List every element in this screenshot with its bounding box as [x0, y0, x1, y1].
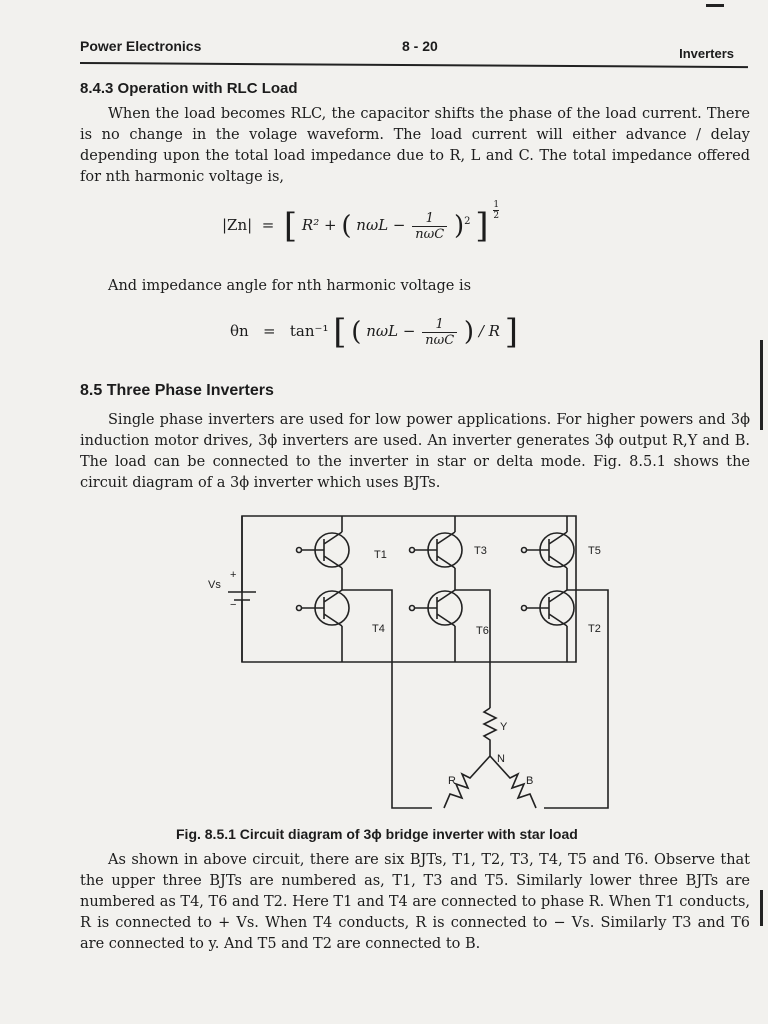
- label-y: Y: [500, 721, 508, 733]
- eq1-close-paren: ): [453, 211, 465, 241]
- label-t4: T4: [372, 623, 385, 635]
- angle-equation: [230, 312, 518, 352]
- inverter-circuit-diagram: [0, 506, 768, 836]
- figure-caption: Fig. 8.5.1 Circuit diagram of 3ϕ bridge inverter with star load: [176, 826, 578, 842]
- margin-edge-mark: [760, 340, 763, 430]
- eq1-open-bracket: [: [283, 206, 298, 246]
- three-phase-paragraph: [80, 410, 750, 494]
- phase-r-output: [342, 590, 432, 808]
- eq2-open-paren: (: [351, 317, 362, 347]
- header-chapter: Inverters: [679, 46, 734, 61]
- eq1-den: nωC: [415, 226, 445, 242]
- eq1-square: 2: [464, 216, 471, 227]
- label-b: B: [526, 775, 534, 787]
- label-minus: −: [230, 599, 237, 611]
- header-book-title: Power Electronics: [80, 38, 202, 54]
- bjt-group: [297, 532, 575, 626]
- eq1-lhs: |Zn|: [222, 216, 253, 234]
- closing-paragraph: [80, 850, 750, 955]
- eq1-num: 1: [412, 211, 447, 227]
- eq1-exponent: [493, 200, 499, 221]
- running-header: [80, 36, 748, 62]
- battery-symbol: [228, 516, 256, 662]
- rlc-paragraph-text: When the load becomes RLC, the capacitor shifts the phase of the load current. There is no change in the volage waveform. The load current will either advance / delay depending upon the total load impedance due to R, L and C. The total impedance offered for nth harmonic voltage is,: [80, 106, 750, 185]
- eq2-num: 1: [422, 317, 457, 333]
- section-heading-843: 8.4.3 Operation with RLC Load: [80, 80, 298, 97]
- eq1-r-squared: R² +: [301, 216, 337, 234]
- eq2-equals: =: [263, 322, 276, 340]
- header-page-number: 8 - 20: [402, 38, 438, 54]
- rlc-paragraph: [80, 104, 750, 188]
- angle-text: And impedance angle for nth harmonic voltage is: [108, 278, 472, 294]
- eq2-tail: / R: [478, 322, 500, 340]
- bjt-t1-symbol: [297, 532, 350, 568]
- eq2-lhs: θn: [230, 322, 249, 340]
- label-r: R: [448, 775, 456, 787]
- impedance-equation: [222, 200, 500, 246]
- bjt-t4-symbol: [297, 590, 350, 626]
- dc-bus-rails: [242, 516, 576, 662]
- corner-mark: [706, 4, 724, 7]
- eq2-den: nωC: [425, 332, 455, 348]
- bjt-t2-symbol: [522, 590, 575, 626]
- eq1-close-bracket: ]: [475, 206, 489, 246]
- eq1-fraction: [412, 211, 447, 242]
- eq1-exp-num: 1: [493, 200, 500, 210]
- eq1-open-paren: (: [341, 211, 352, 241]
- label-t2: T2: [588, 623, 601, 635]
- label-t6: T6: [476, 625, 489, 637]
- bjt-t3-symbol: [410, 532, 463, 568]
- bjt-t5-symbol: [522, 532, 575, 568]
- label-vs: Vs: [208, 579, 221, 591]
- eq2-close-bracket: ]: [504, 312, 519, 352]
- eq2-term: nωL −: [366, 322, 416, 340]
- label-plus: +: [230, 569, 237, 581]
- eq1-equals: =: [261, 216, 275, 234]
- phase-y-output: [455, 590, 490, 708]
- bjt-t6-symbol: [410, 590, 463, 626]
- eq1-exp-den: 2: [493, 211, 500, 221]
- eq2-close-paren: ): [463, 317, 475, 347]
- label-t5: T5: [588, 545, 601, 557]
- eq2-fraction: [422, 317, 457, 348]
- eq2-open-bracket: [: [333, 312, 347, 352]
- header-rule: [80, 62, 748, 68]
- three-phase-paragraph-text: Single phase inverters are used for low power applications. For higher powers and 3ϕ induction motor drives, 3ϕ inverters are used. An inverter generates 3ϕ output R,Y and B. The load can be connected to the inverter in star or delta mode. Fig. 8.5.1 shows the circuit diagram of a 3ϕ inverter which uses BJTs.: [80, 412, 750, 491]
- label-t3: T3: [474, 545, 487, 557]
- load-resistor-y: [484, 708, 496, 756]
- eq2-function: tan⁻¹: [289, 322, 329, 340]
- label-n: N: [497, 753, 505, 765]
- label-t1: T1: [374, 549, 387, 561]
- closing-paragraph-text: As shown in above circuit, there are six BJTs, T1, T2, T3, T4, T5 and T6. Observe that the upper three BJTs are numbered as, T1, T3 and T5. Similarly lower three BJTs are numbered as T4, T6 and T2. Here T1 and T4 are connected to phase R. When T1 conducts, R is connected to + Vs. When T4 conducts, R is connected to − Vs. Similarly T3 and T6 are connected to y. And T5 and T2 are connected to B.: [80, 852, 750, 952]
- margin-edge-mark: [760, 890, 763, 926]
- eq1-term: nωL −: [356, 216, 406, 234]
- section-heading-85: 8.5 Three Phase Inverters: [80, 382, 274, 399]
